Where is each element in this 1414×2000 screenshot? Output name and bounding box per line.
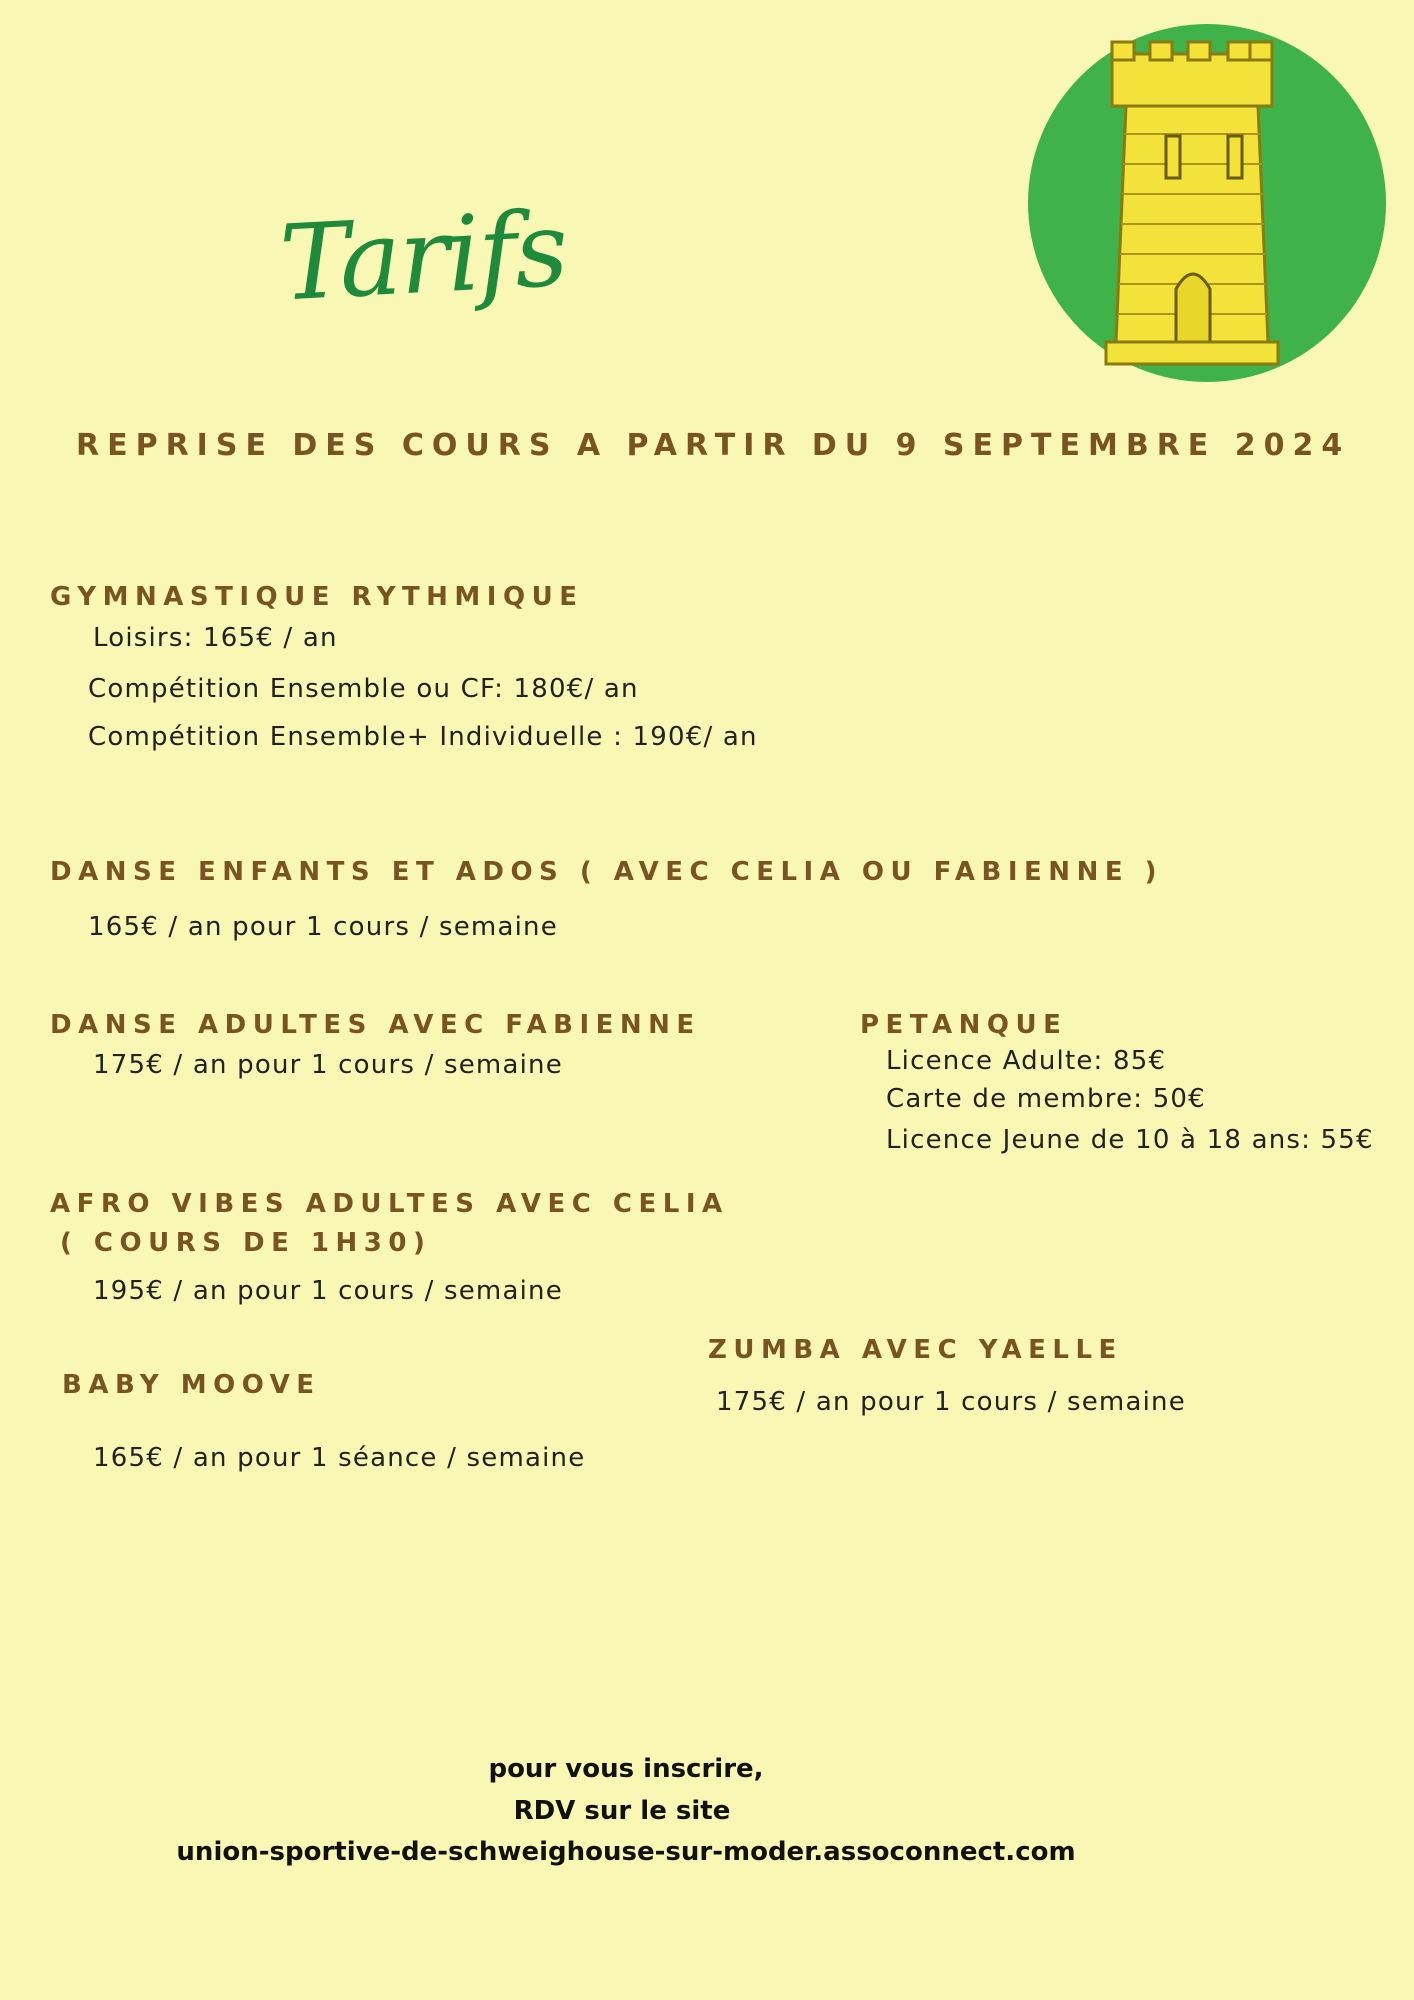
baby-moove-heading: BABY MOOVE xyxy=(62,1370,321,1400)
gr-heading: GYMNASTIQUE RYTHMIQUE xyxy=(50,582,584,612)
danse-enfants-heading: DANSE ENFANTS ET ADOS ( AVEC CELIA OU FABIENNE ) xyxy=(50,857,1164,887)
zumba-heading: ZUMBA AVEC YAELLE xyxy=(708,1335,1123,1365)
petanque-line-carte-membre: Carte de membre: 50€ xyxy=(886,1084,1206,1114)
danse-enfants-price: 165€ / an pour 1 cours / semaine xyxy=(88,912,558,942)
footer-line-inscrire: pour vous inscrire, xyxy=(488,1754,764,1784)
danse-adultes-heading: DANSE ADULTES AVEC FABIENNE xyxy=(50,1010,701,1040)
club-logo xyxy=(1028,24,1386,382)
page-title: Tarifs xyxy=(277,187,570,325)
footer-line-rdv: RDV sur le site xyxy=(513,1796,731,1826)
petanque-heading: PETANQUE xyxy=(860,1010,1068,1040)
afro-price: 195€ / an pour 1 cours / semaine xyxy=(93,1276,563,1306)
afro-heading-duration: ( COURS DE 1H30) xyxy=(60,1228,432,1258)
baby-moove-price: 165€ / an pour 1 séance / semaine xyxy=(93,1443,586,1473)
gr-line-competition-individuelle: Compétition Ensemble+ Individuelle : 190€/ an xyxy=(88,722,758,752)
danse-adultes-price: 175€ / an pour 1 cours / semaine xyxy=(93,1050,563,1080)
zumba-price: 175€ / an pour 1 cours / semaine xyxy=(716,1387,1186,1417)
petanque-line-licence-jeune: Licence Jeune de 10 à 18 ans: 55€ xyxy=(886,1125,1374,1155)
petanque-line-licence-adulte: Licence Adulte: 85€ xyxy=(886,1046,1167,1076)
afro-heading: AFRO VIBES ADULTES AVEC CELIA xyxy=(50,1189,729,1219)
subtitle-reprise: REPRISE DES COURS A PARTIR DU 9 SEPTEMBRE 2024 xyxy=(76,428,1351,463)
footer-website-link[interactable]: union-sportive-de-schweighouse-sur-moder.assoconnect.com xyxy=(176,1837,1076,1867)
gr-line-loisirs: Loisirs: 165€ / an xyxy=(93,623,338,653)
gr-line-competition-ensemble: Compétition Ensemble ou CF: 180€/ an xyxy=(88,674,639,704)
